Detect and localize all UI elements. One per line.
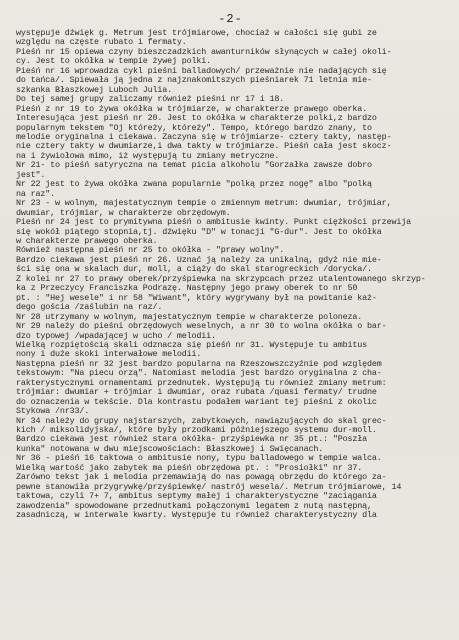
body-text [16, 29, 445, 521]
text-line: zawodzenia" spowodowane przednutkami połączonymi legatem z nutą następną, [16, 501, 372, 511]
text-line: szkanka Błaszkowej Luboch Julia. [16, 85, 173, 95]
text-line: dego gościa /zaślubin na raz/. [16, 303, 163, 313]
text-line: nony i duże skoki interwałowe melodii. [16, 350, 202, 360]
text-line: na raz". [16, 189, 56, 199]
text-line: Wielką wartość jako zabytek ma pieśń obrzędowa pt. : "Prosiołki" nr 37. [16, 463, 363, 473]
text-line: nie cztery takty w dwumiarze,i dwa takty w trójmiarze. Pieśń cała jest skocz- [16, 142, 392, 152]
text-line: Bardzo ciekawa jest pieśń nr 26. Uznać ją należy za unikalną, gdyż nie mie- [16, 255, 382, 265]
text-line: jest". [16, 170, 46, 180]
text-line: Nr 28 utrzymany w wolnym, majestatycznym tempie w charakterze poloneza. [16, 312, 363, 322]
text-line: kich / miksolidyjska/, które były przodkami późniejszego systemu dur-moll. [16, 426, 377, 436]
text-line: Wielką rozpiętością skali odznacza się pieśń nr 31. Występuje tu ambitus [16, 340, 368, 350]
text-line: melodie oryginalna i ciekawa. Zaczyna się w trójmiarze- cztery takty, następ- [16, 132, 392, 142]
text-line: taktowa, czyli 7+ 7, ambitus septymy małej i charakterystyczne "zaciągania [16, 492, 377, 502]
text-line: Pieśń z nr 19 to żywa okółka w trójmiarze, w charakterze prawego oberka. [16, 104, 368, 114]
text-line: Nr 36 - pieśń 16 taktowa o ambitusie nony, typu balladowego w tempie walca. [16, 454, 382, 464]
text-line: względu na częste rubato i fermaty. [16, 38, 187, 48]
text-line: pewne stanowiła przygrywkę/przyśpiewkę/ nastrój wesela/. Metrum trójmiarowe, 14 [16, 482, 402, 492]
text-line: na i żywiołowa mimo, iż występują tu zmiany metryczne. [16, 151, 280, 161]
text-line: Nr 21- to pieśń satyryczna na temat picia alkoholu "Gorzałka zawsze dobro [16, 161, 372, 171]
text-line: popularnym tekstem "Oj któreży, któreży". Tempo, którego bardzo znany, to [16, 123, 372, 133]
text-line: się wokół piątego stopnia,tj. dźwięku "D" w tonacji "G-dur". Jest to okółka [16, 227, 382, 237]
text-line: Do tej samej grupy zaliczamy również pieśni nr 17 i 18. [16, 95, 285, 105]
text-line: dwumiar, trójmiar, w charakterze obrzędowym. [16, 208, 231, 218]
text-line: pt. : "Hej wesele" i nr 58 "Wiwant", który wygrywany był na powitanie każ- [16, 293, 377, 303]
text-line: kunka" notowana w dwu miejscowościach: Błaszkowej i Święcanach. [16, 444, 324, 454]
page-number: -2- [218, 12, 243, 26]
text-line: cy. Jest to okółka w tempie żywej polki. [16, 57, 212, 67]
text-line: Nr 34 należy do grupy najstarszych, zabytkowych, nawiązujących do skal grec- [16, 416, 387, 426]
text-line: Nr 23 - w wolnym, majestatycznym tempie o zmiennym metrum: dwumiar, trójmiar, [16, 199, 392, 209]
text-line: Nr 22 jest to żywa okółka zwana popularnie "polką przez nogę" albo "polką [16, 180, 372, 190]
text-line: do oznaczenia w tekście. Dla kontrastu podałem wariant tej pieśni z okolic [16, 397, 377, 407]
text-line: do tańca/. Śpiewała ją jedna z najznakomitszych pieśniarek 71 letnia mie- [16, 76, 372, 86]
text-line: trójmiar: dwumiar + trójmiar i dwumiar, oraz rubata /quasi fermaty/ trudne [16, 388, 377, 398]
text-line: występuje dźwięk g. Metrum jest trójmiarowe, chociaż w całości się gubi ze [16, 29, 377, 38]
text-line: Następna pieśń nr 32 jest bardzo popularna na Rzeszowszczyźnie pod względem [16, 359, 382, 369]
text-line: Bardzo ciekawa jest również stara okółka- przyśpiewka nr 35 pt.: "Poszła [16, 435, 368, 445]
text-line: Również następna pieśń nr 25 to okółka - "prawy wolny". [16, 246, 285, 256]
text-line: rakterystycznymi ornamentami przednutek. Występują tu również zmiany metrum: [16, 378, 387, 388]
text-line: Z kolei nr 27 to prawy oberek/przyśpiewka na skrzypcach przez utalentowanego skrzyp- [16, 274, 426, 284]
text-line: Nr 29 należy do pieśni obrzędowych weselnych, a nr 30 to wolna okółka o bar- [16, 322, 387, 332]
text-line: Stykowa /nr33/. [16, 407, 90, 417]
text-line: ści się ona w skalach dur, moll, a ciąży do skal starogreckich /dorycka/. [16, 265, 372, 275]
text-line: zasadniczą, w interwale kwarty. Występuje tu również charakterystyczny dla [16, 511, 377, 521]
text-line: tekstowym: "Na piecu orzą". Natomiast melodia jest bardzo oryginalna z cha- [16, 369, 382, 379]
text-line: Pieśń nr 15 opiewa czyny bieszczadzkich awanturników słynących w całej okoli- [16, 47, 392, 57]
text-line: w charakterze prawego oberka. [16, 236, 158, 246]
text-line: Zarówno tekst jak i melodia przemawiają do nas powagą obrzędu do którego za- [16, 473, 387, 483]
text-line: Pieśń nr 24 jest to prymitywna pieśń o ambitusie kwinty. Punkt ciężkości przewija [16, 218, 411, 228]
text-line: Interesująca jest pieśń nr 20. Jest to okółka w charakterze polki,z bardzo [16, 114, 377, 124]
text-line: Pieśń nr 16 wprowadza cykl pieśni balladowych/ przeważnie nie nadających się [16, 66, 387, 76]
text-line: ka z Przeczycy Franciszka Podrazę. Następny jego prawy oberek to nr 50 [16, 284, 358, 294]
text-line: dzo typowej /wpadającej w ucho / melodii. [16, 331, 216, 341]
